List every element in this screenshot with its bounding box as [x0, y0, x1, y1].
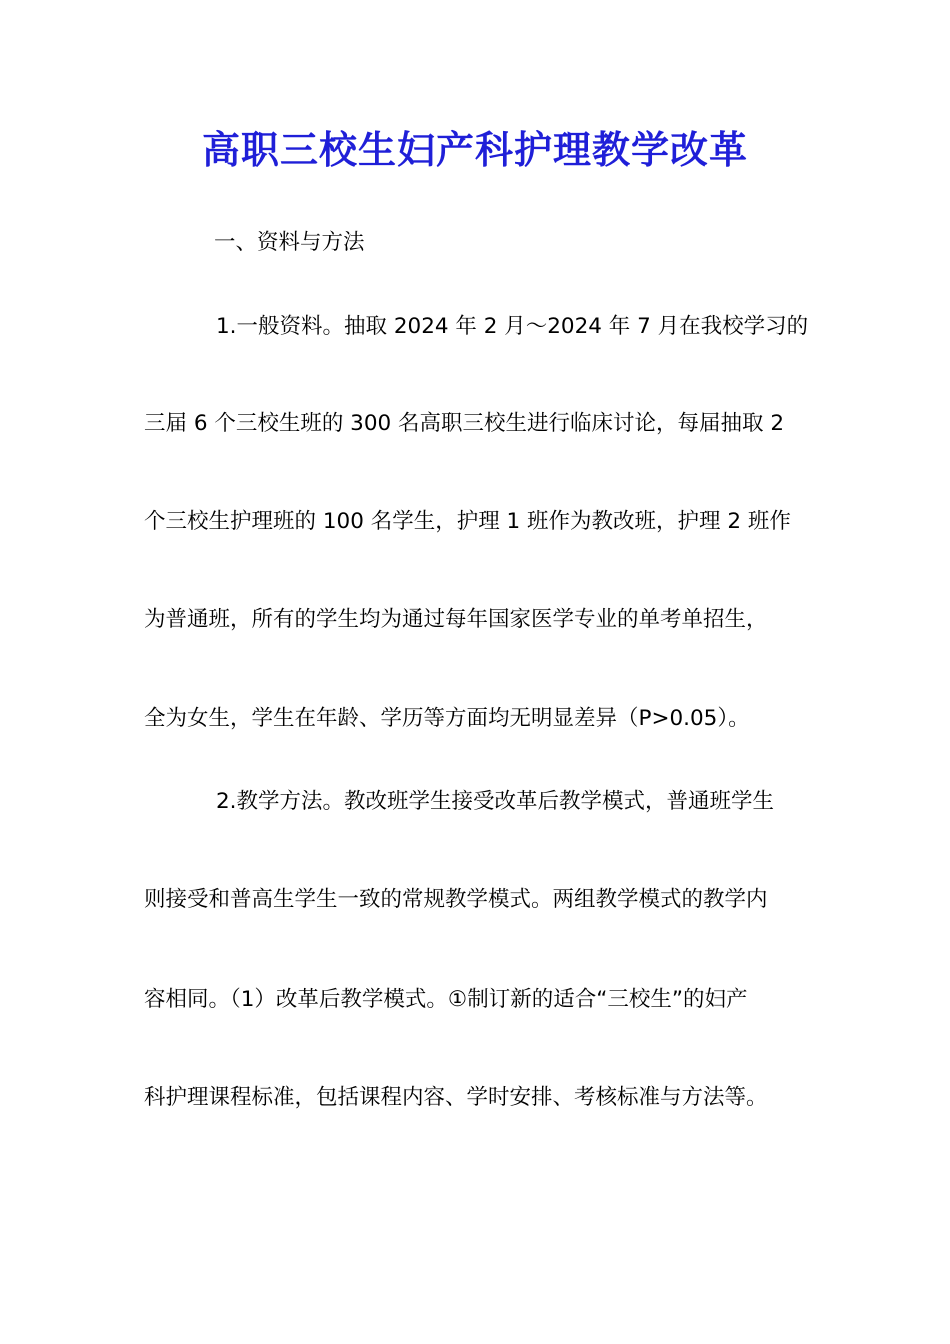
- section-heading: 一、资料与方法: [214, 230, 365, 255]
- document-title: 高职三校生妇产科护理教学改革: [201, 127, 748, 172]
- paragraph-line: 容相同。（1）改革后教学模式。①制订新的适合“三校生”的妇产: [144, 987, 748, 1012]
- paragraph-line: 全为女生，学生在年龄、学历等方面均无明显差异（P>0.05）。: [144, 706, 750, 731]
- paragraph-line: 2.教学方法。教改班学生接受改革后教学模式，普通班学生: [216, 789, 775, 814]
- paragraph-line: 则接受和普高生学生一致的常规教学模式。两组教学模式的教学内: [144, 887, 768, 912]
- paragraph-line: 为普通班，所有的学生均为通过每年国家医学专业的单考单招生，: [144, 607, 768, 632]
- paragraph-line: 科护理课程标准，包括课程内容、学时安排、考核标准与方法等。: [144, 1085, 768, 1110]
- paragraph-line: 个三校生护理班的 100 名学生，护理 1 班作为教改班，护理 2 班作: [144, 509, 791, 534]
- paragraph-line: 三届 6 个三校生班的 300 名高职三校生进行临床讨论，每届抽取 2: [144, 411, 785, 436]
- paragraph-line: 1.一般资料。抽取 2024 年 2 月～2024 年 7 月在我校学习的: [216, 314, 809, 339]
